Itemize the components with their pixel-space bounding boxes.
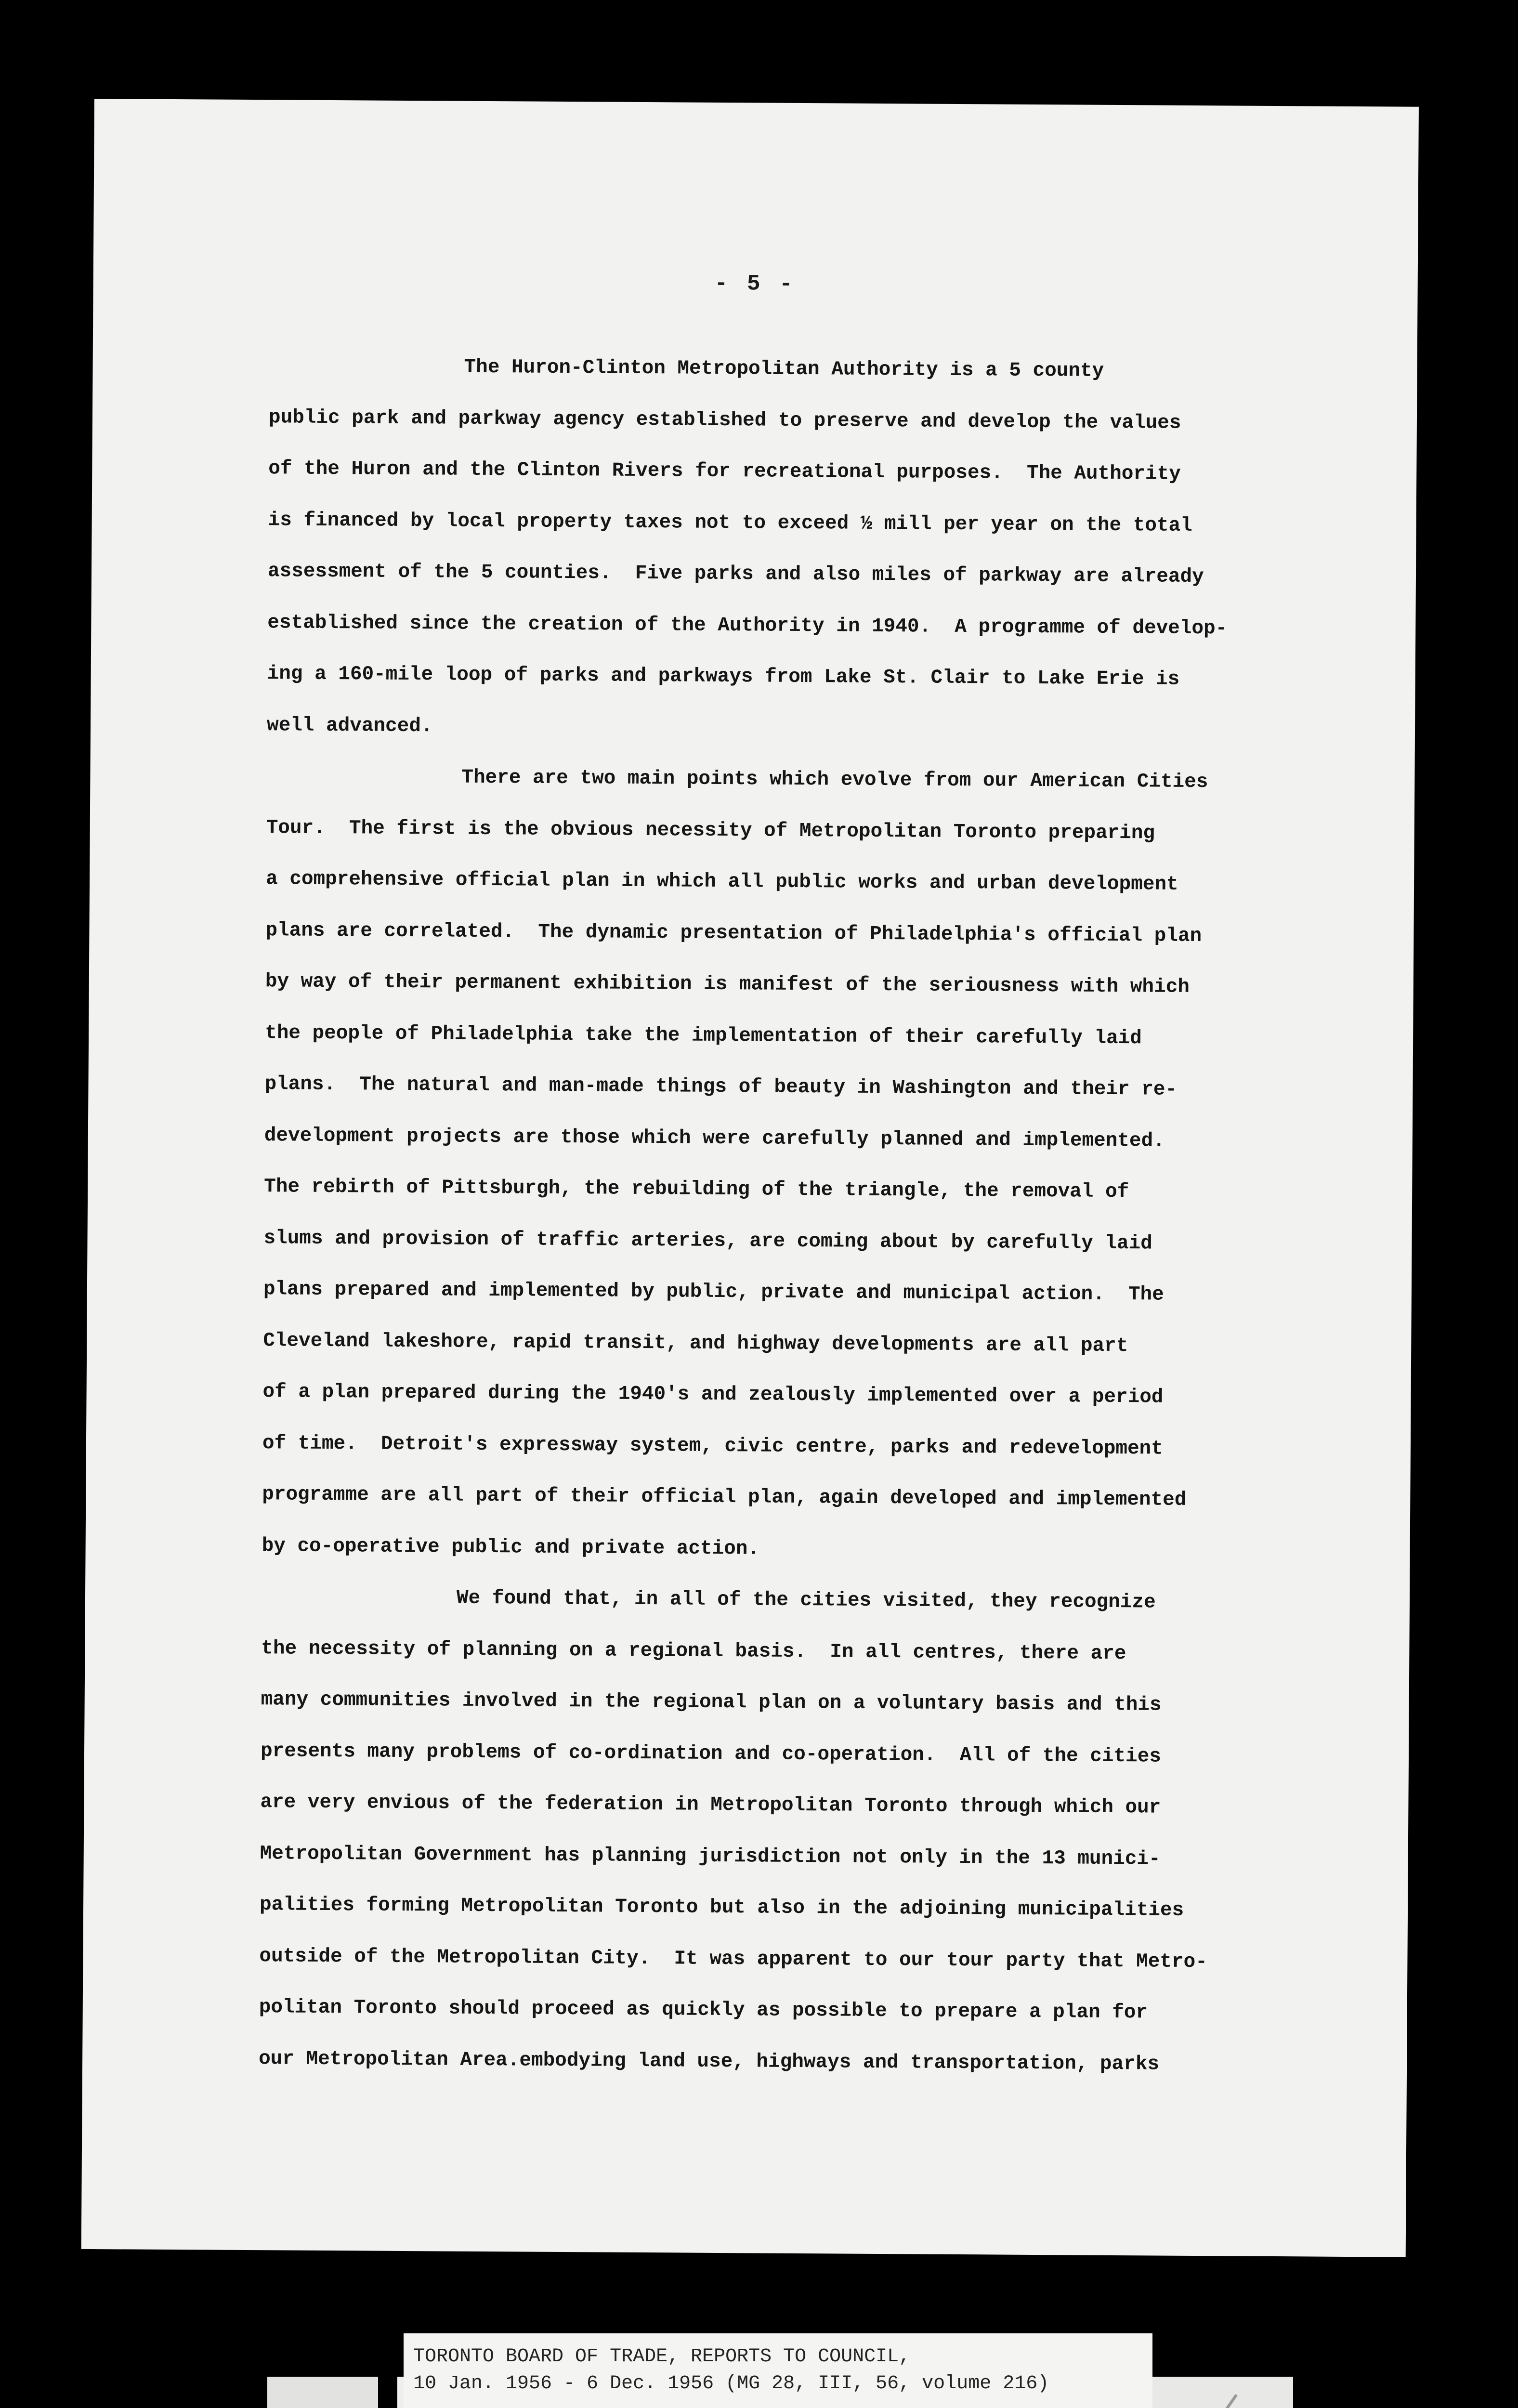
label-line-collection: TORONTO BOARD OF TRADE, REPORTS TO COUNCIL, <box>413 2346 911 2368</box>
text-line: are very envious of the federation in Metropolitan Toronto through which our <box>260 1791 1161 1819</box>
label-line-dates: 10 Jan. 1956 - 6 Dec. 1956 (MG 28, III, 56, volume 216) <box>413 2373 1049 2395</box>
text-line: The rebirth of Pittsburgh, the rebuilding of the triangle, the removal of <box>264 1176 1129 1204</box>
archive-reference-label <box>404 2333 1152 2408</box>
text-line: well advanced. <box>266 714 433 737</box>
text-line: programme are all part of their official plan, again developed and implemented <box>262 1483 1187 1511</box>
text-line: of a plan prepared during the 1940's and zealously implemented over a period <box>262 1381 1164 1409</box>
page-number: - 5 - <box>714 271 796 297</box>
text-line: our Metropolitan Area.embodying land use, highways and transportation, parks <box>259 2047 1160 2076</box>
text-line: the people of Philadelphia take the implementation of their carefully laid <box>265 1021 1142 1049</box>
stamp-shadow-right <box>1151 2377 1293 2408</box>
text-line: plans. The natural and man-made things of beauty in Washington and their re- <box>264 1073 1178 1101</box>
text-line: of time. Detroit's expressway system, civic centre, parks and redevelopment <box>262 1432 1163 1460</box>
document-page <box>81 99 1419 2257</box>
text-line: slums and provision of traffic arteries, are coming about by carefully laid <box>263 1227 1152 1255</box>
text-line: the necessity of planning on a regional basis. In all centres, there are <box>261 1637 1126 1665</box>
text-line: Cleveland lakeshore, rapid transit, and highway developments are all part <box>263 1329 1128 1357</box>
text-line: by co-operative public and private action. <box>262 1534 760 1560</box>
label-tab-left <box>378 2377 397 2408</box>
text-line: established since the creation of the Authority in 1940. A programme of develop- <box>267 611 1228 640</box>
stamp-shadow-left <box>267 2377 378 2408</box>
text-line: palities forming Metropolitan Toronto but also in the adjoining municipalities <box>259 1894 1184 1922</box>
text-line: The Huron-Clinton Metropolitan Authority is a 5 county <box>464 356 1104 382</box>
text-line: We found that, in all of the cities visited, they recognize <box>456 1587 1156 1614</box>
text-line: plans prepared and implemented by public, private and municipal action. The <box>263 1278 1164 1306</box>
text-line: Tour. The first is the obvious necessity of Metropolitan Toronto preparing <box>266 816 1155 844</box>
text-line: is financed by local property taxes not to exceed ½ mill per year on the total <box>268 509 1192 537</box>
text-line: a comprehensive official plan in which all public works and urban development <box>265 868 1178 896</box>
text-line: of the Huron and the Clinton Rivers for recreational purposes. The Authority <box>268 458 1181 485</box>
text-line: presents many problems of co-ordination and co-operation. All of the cities <box>260 1740 1162 1768</box>
text-line: assessment of the 5 counties. Five parks and also miles of parkway are already <box>267 560 1204 589</box>
text-line: There are two main points which evolve from our American Cities <box>461 766 1208 794</box>
text-line: development projects are those which were carefully planned and implemented. <box>264 1124 1165 1152</box>
text-line: plans are correlated. The dynamic presentation of Philadelphia's official plan <box>265 919 1202 947</box>
document-body <box>259 340 1290 2091</box>
text-line: politan Toronto should proceed as quickly as possible to prepare a plan for <box>259 1996 1148 2024</box>
text-line: ing a 160-mile loop of parks and parkways from Lake St. Clair to Lake Erie is <box>267 663 1180 691</box>
text-line: public park and parkway agency established to preserve and develop the values <box>268 406 1181 434</box>
text-line: by way of their permanent exhibition is manifest of the seriousness with which <box>265 970 1190 998</box>
text-line: many communities involved in the regional plan on a voluntary basis and this <box>261 1688 1162 1716</box>
text-line: outside of the Metropolitan City. It was apparent to our tour party that Metro- <box>259 1945 1207 1973</box>
text-line: Metropolitan Government has planning jurisdiction not only in the 13 munici- <box>260 1842 1161 1871</box>
